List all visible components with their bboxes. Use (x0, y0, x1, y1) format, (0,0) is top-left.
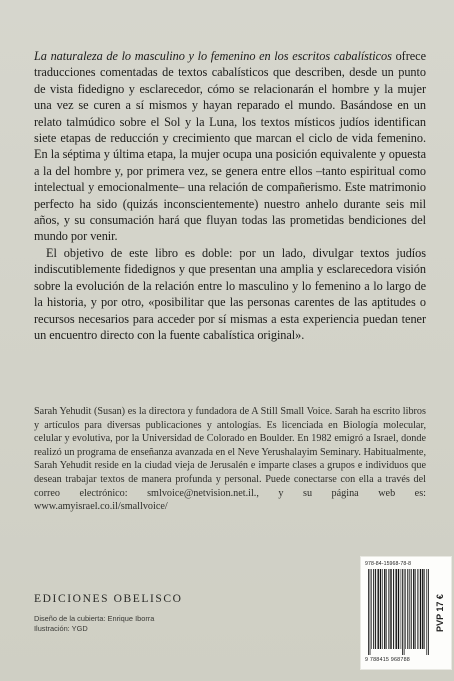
barcode-digits: 9 788415 968788 (365, 657, 410, 663)
isbn-text: 978-84-15968-78-8 (365, 561, 412, 567)
synopsis-paragraph-1 (34, 48, 426, 245)
book-title-italic: La naturaleza de lo masculino y lo femenino en los escritos cabalísticos (34, 49, 392, 63)
cover-credits (34, 614, 154, 633)
illustration-credit: Ilustración: YGD (34, 623, 88, 633)
synopsis-text (34, 48, 426, 343)
synopsis-paragraph-2: El objetivo de este libro es doble: por un lado, divulgar textos judíos indiscutiblemente fidedignos y que presentan una amplia y esclarecedora visión sobre la evolución de la relación entre lo masculino y lo femenino a lo largo de la historia, y por otro, «posibilitar que las personas carentes de las aptitudes o recursos necesarios para acceder por sí mismas a esta experiencia puedan tener un encuentro directo con la fuente cabalística original». (34, 245, 426, 342)
barcode-label (360, 556, 452, 670)
cover-design-credit: Diseño de la cubierta: Enrique Iborra (34, 614, 155, 623)
synopsis-paragraph-1-text: ofrece traducciones comentadas de textos cabalísticos que describen, desde un punto de vista fidedigno y esclarecedor, cómo se relacionarán el hombre y la mujer una vez se curen a sí mismos y hayan reparado el mundo. Basándose en un relato talmúdico sobre el Sol y la Luna, los textos místicos judíos identifican siete etapas de reducción y crecimiento que marcan el ciclo de vida femenino. En la séptima y última etapa, la mujer ocupa una posición equivalente y opuesta a la del hombre y, por primera vez, se genera entre ellos –tanto espiritual como intelectual y emocionalmente– una relación de compañerismo. Este matrimonio perfecto ha sido (quizás inconscientemente) nuestro anhelo durante seis mil años, y su consumación hará que fluyan todas las prometidas bendiciones del mundo por venir. (34, 49, 426, 244)
price-tag (433, 565, 447, 661)
barcode-icon (367, 569, 429, 655)
author-bio (34, 405, 426, 514)
author-bio-text: Sarah Yehudit (Susan) es la directora y fundadora de A Still Small Voice. Sarah ha escrito libros y artículos para diversas publicaciones y antologías. Es licenciada en Biología molecular, celular y evolutiva, por la Universidad de Colorado en Boulder. En 1982 emigró a Israel, donde realizó un programa de enseñanza avanzada en el Neve Yerushalayim Seminary. Habitualmente, Sarah Yehudit reside en la ciudad vieja de Jerusalén e imparte clases a grupos e individuos que desean trabajar textos de manera profunda y personal. Puede conectarse con ella a través del correo electrónico: smlvoice@netvision.net.il., y su página web es: www.amyisrael.co.il/smallvoice/ (34, 406, 426, 513)
publisher-name: EDICIONES OBELISCO (34, 593, 183, 605)
price-text: PVP 17 € (435, 594, 445, 632)
